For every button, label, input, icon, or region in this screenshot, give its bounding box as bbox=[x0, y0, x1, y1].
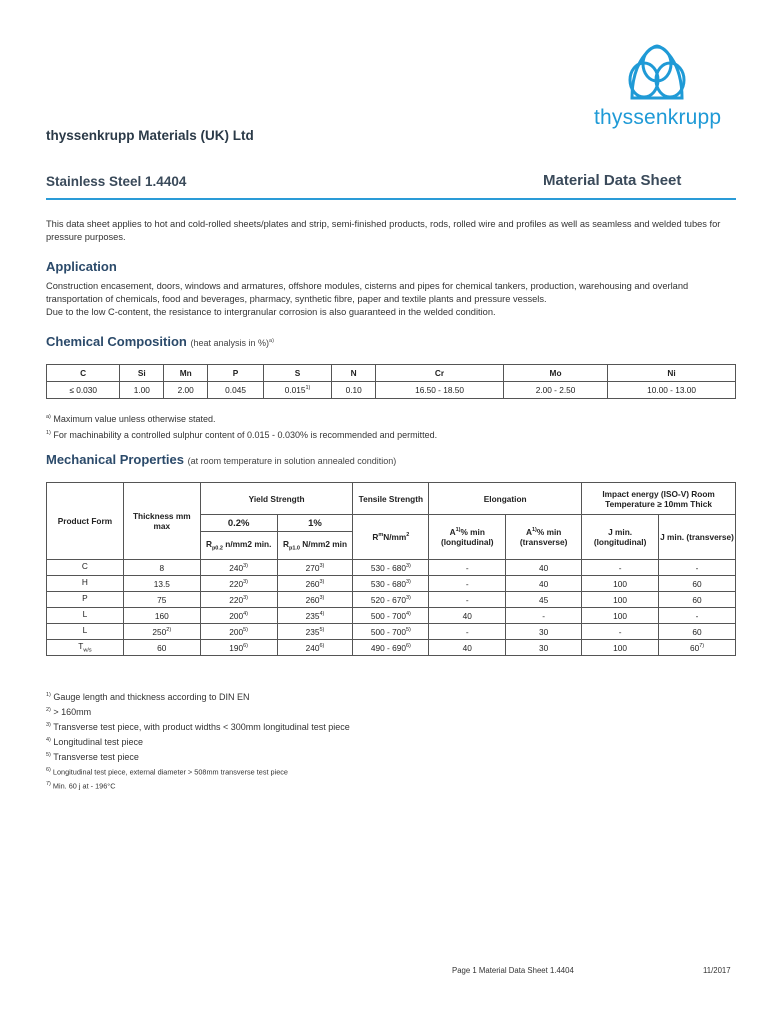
header-yield-strength: Yield Strength bbox=[200, 483, 353, 515]
mechanical-footnote bbox=[46, 734, 350, 749]
cell-rp1-text: 235 bbox=[305, 610, 320, 621]
a-long-sup: 1) bbox=[455, 527, 461, 534]
chemical-composition-table bbox=[46, 364, 736, 399]
chemical-note-text: (heat analysis in %) bbox=[190, 338, 270, 348]
chem-value-ni: 10.00 - 13.00 bbox=[608, 382, 736, 399]
footnote-text: Longitudinal test piece bbox=[53, 737, 143, 747]
rp02-r: R bbox=[205, 539, 212, 550]
cell-thickness bbox=[123, 624, 200, 640]
cell-rp02-sup: 4) bbox=[243, 610, 249, 617]
cell-j-trans-sup: 7) bbox=[699, 642, 705, 649]
cell-j-trans-text: - bbox=[695, 610, 699, 621]
cell-j-trans bbox=[659, 576, 736, 592]
footnote-text: Gauge length and thickness according to DIN EN bbox=[53, 692, 250, 702]
chem-header-si: Si bbox=[120, 365, 164, 382]
title-bar bbox=[46, 172, 736, 200]
cell-rm-sup: 4) bbox=[405, 610, 411, 617]
cell-thickness-text: 160 bbox=[154, 610, 169, 621]
chem-header-row bbox=[47, 365, 736, 382]
cell-rm-text: 530 - 680 bbox=[370, 578, 406, 589]
chem-header-s: S bbox=[263, 365, 331, 382]
footnote-sup: 2) bbox=[46, 707, 51, 713]
cell-a-long-text: 40 bbox=[462, 642, 472, 653]
mech-header-row-1 bbox=[47, 483, 736, 515]
footnote-sup: 4) bbox=[46, 737, 51, 743]
cell-rp1 bbox=[277, 592, 353, 608]
cell-thickness bbox=[123, 592, 200, 608]
cell-a-trans bbox=[506, 608, 582, 624]
chem-value-p: 0.045 bbox=[208, 382, 264, 399]
rm-sup-2: 2 bbox=[406, 532, 410, 539]
mechanical-footnote bbox=[46, 749, 350, 764]
cell-a-long-text: 40 bbox=[462, 610, 472, 621]
footnote-sup: 6) bbox=[46, 767, 51, 773]
cell-j-long bbox=[582, 608, 659, 624]
cell-product-form-text: T bbox=[78, 641, 84, 652]
header-rp02 bbox=[200, 532, 277, 560]
mechanical-properties-heading bbox=[46, 452, 396, 467]
cell-rp02 bbox=[200, 624, 277, 640]
rp1-text: N/mm2 min bbox=[302, 539, 348, 550]
cell-rp1 bbox=[277, 640, 353, 656]
a-trans-sup: 1) bbox=[532, 527, 537, 534]
mechanical-footnote bbox=[46, 778, 350, 792]
application-heading: Application bbox=[46, 259, 117, 274]
cell-rp02-text: 200 bbox=[229, 610, 244, 621]
cell-thickness bbox=[123, 560, 200, 576]
footnote-text: Longitudinal test piece, external diameter > 508mm transverse test piece bbox=[52, 767, 288, 777]
cell-rp1-sup: 3) bbox=[319, 578, 325, 585]
cell-a-long bbox=[429, 576, 506, 592]
header-product-form: Product Form bbox=[47, 483, 124, 560]
cell-rm bbox=[353, 640, 429, 656]
footnote-text: Transverse test piece bbox=[53, 752, 139, 762]
cell-j-long-text: 100 bbox=[613, 610, 627, 621]
cell-a-trans bbox=[506, 624, 582, 640]
a-long-text: % min (longitudinal) bbox=[440, 527, 494, 547]
mechanical-title-text: Mechanical Properties bbox=[46, 452, 184, 467]
cell-rp1 bbox=[277, 576, 353, 592]
cell-a-trans bbox=[506, 576, 582, 592]
cell-rp02-sup: 3) bbox=[243, 594, 249, 601]
cell-rp02-sup: 5) bbox=[243, 626, 249, 633]
cell-a-trans-text: 40 bbox=[539, 578, 549, 589]
chemical-note-sup: a) bbox=[269, 338, 274, 344]
header-impact-energy: Impact energy (ISO-V) Room Temperature ≥ 10mm Thick bbox=[582, 483, 736, 515]
cell-product-form-text: L bbox=[82, 609, 88, 620]
cell-rm-text: 520 - 670 bbox=[370, 594, 406, 605]
cell-a-long bbox=[429, 624, 506, 640]
cell-rp02 bbox=[200, 640, 277, 656]
cell-product-form-text: P bbox=[82, 593, 88, 604]
cell-j-trans bbox=[659, 608, 736, 624]
cell-product-form bbox=[47, 608, 124, 624]
header-j-longitudinal: J min. (longitudinal) bbox=[582, 515, 659, 560]
rp02-sub: p0.2 bbox=[211, 545, 223, 552]
cell-rp1-text: 260 bbox=[305, 578, 320, 589]
cell-rp02-text: 200 bbox=[229, 626, 244, 637]
cell-thickness bbox=[123, 640, 200, 656]
footnote-sup: 5) bbox=[46, 752, 51, 758]
thyssenkrupp-arches-icon bbox=[622, 40, 692, 102]
cell-j-long-text: 100 bbox=[613, 578, 627, 589]
mechanical-note: (at room temperature in solution annealed condition) bbox=[187, 456, 397, 466]
cell-thickness bbox=[123, 608, 200, 624]
cell-j-trans bbox=[659, 560, 736, 576]
cell-rp02-sup: 3) bbox=[243, 562, 249, 569]
cell-a-long bbox=[429, 608, 506, 624]
cell-rp1-text: 270 bbox=[305, 562, 320, 573]
cell-product-form bbox=[47, 624, 124, 640]
footnote-sup: 1) bbox=[46, 692, 51, 698]
chem-header-ni: Ni bbox=[608, 365, 736, 382]
cell-rp02 bbox=[200, 576, 277, 592]
footnote-1-text: For machinability a controlled sulphur content of 0.015 - 0.030% is recommended and permitted. bbox=[53, 430, 438, 440]
cell-rp1-text: 235 bbox=[305, 626, 320, 637]
cell-rp02 bbox=[200, 560, 277, 576]
cell-product-form-sub: w/s bbox=[83, 647, 92, 654]
cell-j-trans-text: - bbox=[695, 562, 699, 573]
a-trans-text: % min (transverse) bbox=[519, 527, 568, 547]
a-trans-a: A bbox=[526, 527, 532, 537]
footnote-a-text: Maximum value unless otherwise stated. bbox=[53, 414, 216, 424]
table-row bbox=[47, 592, 736, 608]
chemical-footnotes bbox=[46, 410, 437, 442]
cell-j-trans-text: 60 bbox=[692, 578, 702, 589]
header-0-2-percent: 0.2% bbox=[200, 515, 277, 532]
footnote-sup: 3) bbox=[46, 722, 51, 728]
chem-header-c: C bbox=[47, 365, 120, 382]
footer-date: 11/2017 bbox=[703, 966, 731, 975]
cell-rp02-text: 220 bbox=[229, 578, 244, 589]
mechanical-footnote bbox=[46, 704, 350, 719]
chem-value-mn: 2.00 bbox=[164, 382, 208, 399]
cell-rm-sup: 3) bbox=[405, 562, 411, 569]
cell-rm-sup: 3) bbox=[405, 594, 411, 601]
cell-rp1 bbox=[277, 608, 353, 624]
chem-header-p: P bbox=[208, 365, 264, 382]
chem-value-si: 1.00 bbox=[120, 382, 164, 399]
chemical-title-text: Chemical Composition bbox=[46, 334, 187, 349]
cell-j-trans-text: 60 bbox=[692, 594, 702, 605]
cell-j-long-text: 100 bbox=[613, 642, 627, 653]
cell-a-trans-text: 45 bbox=[539, 594, 549, 605]
cell-j-long bbox=[582, 624, 659, 640]
rp02-text: n/mm2 min. bbox=[225, 539, 272, 550]
chem-value-s bbox=[263, 382, 331, 399]
cell-a-trans-text: 40 bbox=[539, 562, 549, 573]
cell-thickness-text: 60 bbox=[157, 642, 167, 653]
cell-rp02-text: 190 bbox=[229, 642, 244, 653]
cell-a-long bbox=[429, 560, 506, 576]
cell-j-long bbox=[582, 592, 659, 608]
application-text bbox=[46, 280, 736, 319]
chem-header-mo: Mo bbox=[503, 365, 607, 382]
cell-rm-sup: 5) bbox=[405, 626, 411, 633]
cell-j-trans-text: 60 bbox=[689, 642, 700, 653]
cell-product-form bbox=[47, 640, 124, 656]
header-elongation: Elongation bbox=[429, 483, 582, 515]
application-line-1: Construction encasement, doors, windows and armatures, offshore modules, cisterns and pipes for chemical tankers, production, warehousing and overland transportation of chemicals, food and beverages, pharmacy, synthetic fibre, paper and textile plants and pressure vessels. bbox=[46, 281, 689, 304]
table-row bbox=[47, 640, 736, 656]
cell-rm-text: 500 - 700 bbox=[370, 610, 406, 621]
cell-a-long-text: - bbox=[465, 626, 469, 637]
cell-j-long bbox=[582, 576, 659, 592]
header-a-transverse bbox=[506, 515, 582, 560]
cell-thickness-text: 75 bbox=[157, 594, 167, 605]
cell-j-trans bbox=[659, 592, 736, 608]
chem-value-s-text: 0.015 bbox=[284, 385, 306, 395]
chem-value-c: ≤ 0.030 bbox=[47, 382, 120, 399]
cell-rp1-sup: 5) bbox=[319, 626, 325, 633]
footnote-text: Transverse test piece, with product widths < 300mm longitudinal test piece bbox=[53, 722, 350, 732]
cell-a-trans-text: 30 bbox=[539, 642, 549, 653]
chemical-footnote-1 bbox=[46, 426, 437, 442]
cell-rp02 bbox=[200, 608, 277, 624]
table-row bbox=[47, 576, 736, 592]
chem-value-cr: 16.50 - 18.50 bbox=[376, 382, 504, 399]
cell-rp1-sup: 4) bbox=[319, 610, 325, 617]
cell-rp1-sup: 3) bbox=[319, 562, 325, 569]
mechanical-footnote bbox=[46, 719, 350, 734]
cell-product-form-text: C bbox=[81, 561, 88, 572]
cell-a-long bbox=[429, 592, 506, 608]
cell-rp1-sup: 6) bbox=[319, 642, 325, 649]
header-rm bbox=[353, 515, 429, 560]
cell-rm bbox=[353, 560, 429, 576]
cell-rm bbox=[353, 608, 429, 624]
footer-page-label: Page 1 Material Data Sheet 1.4404 bbox=[452, 966, 574, 975]
header-a-longitudinal bbox=[429, 515, 506, 560]
cell-rm-text: 500 - 700 bbox=[370, 626, 406, 637]
cell-a-long-text: - bbox=[465, 578, 469, 589]
chem-value-row bbox=[47, 382, 736, 399]
header-tensile-strength: Tensile Strength bbox=[353, 483, 429, 515]
application-line-2: Due to the low C-content, the resistance to intergranular corrosion is also guaranteed in the welded condition. bbox=[46, 307, 496, 317]
cell-j-long bbox=[582, 560, 659, 576]
footnote-text: Min. 60 j at - 196°C bbox=[52, 781, 116, 791]
chem-header-cr: Cr bbox=[376, 365, 504, 382]
cell-rm bbox=[353, 624, 429, 640]
cell-product-form-text: L bbox=[82, 625, 88, 636]
chem-value-s-sup: 1) bbox=[305, 385, 311, 392]
footnote-sup: 7) bbox=[46, 781, 51, 788]
rp1-sub: p1.0 bbox=[288, 545, 300, 552]
cell-a-long bbox=[429, 640, 506, 656]
chemical-footnote-a bbox=[46, 410, 437, 426]
cell-rp02-sup: 3) bbox=[243, 578, 249, 585]
a-long-a: A bbox=[449, 527, 456, 537]
cell-rp02 bbox=[200, 592, 277, 608]
mechanical-footnotes bbox=[46, 689, 350, 793]
cell-product-form-text: H bbox=[81, 577, 88, 588]
chem-value-n: 0.10 bbox=[332, 382, 376, 399]
cell-rm bbox=[353, 592, 429, 608]
header-1-percent: 1% bbox=[277, 515, 353, 532]
cell-j-long-text: - bbox=[618, 562, 622, 573]
table-row bbox=[47, 608, 736, 624]
cell-rp1-text: 260 bbox=[305, 594, 320, 605]
cell-j-long-text: 100 bbox=[613, 594, 627, 605]
steel-grade-title: Stainless Steel 1.4404 bbox=[46, 174, 187, 189]
cell-thickness bbox=[123, 576, 200, 592]
cell-a-trans bbox=[506, 592, 582, 608]
cell-j-long bbox=[582, 640, 659, 656]
chem-header-n: N bbox=[332, 365, 376, 382]
cell-rm-text: 490 - 690 bbox=[370, 642, 406, 653]
cell-j-trans bbox=[659, 624, 736, 640]
brand-logo bbox=[594, 40, 724, 130]
document-type-title: Material Data Sheet bbox=[543, 172, 682, 189]
cell-rp1-sup: 3) bbox=[319, 594, 325, 601]
cell-rp1 bbox=[277, 560, 353, 576]
cell-product-form bbox=[47, 576, 124, 592]
intro-paragraph: This data sheet applies to hot and cold-rolled sheets/plates and strip, semi-finished products, rods, rolled wire and profiles as well as seamless and welded tubes for pressure purposes. bbox=[46, 219, 721, 242]
cell-rp02-text: 240 bbox=[229, 562, 244, 573]
chem-value-mo: 2.00 - 2.50 bbox=[503, 382, 607, 399]
mechanical-footnote bbox=[46, 764, 350, 778]
chem-header-mn: Mn bbox=[164, 365, 208, 382]
company-name: thyssenkrupp Materials (UK) Ltd bbox=[46, 128, 254, 143]
cell-thickness-text: 250 bbox=[152, 626, 167, 637]
cell-a-trans-text: - bbox=[542, 610, 546, 621]
mechanical-properties-table bbox=[46, 482, 736, 656]
mech-body bbox=[47, 560, 736, 656]
cell-rp1 bbox=[277, 624, 353, 640]
rm-text: N/mm bbox=[383, 532, 407, 542]
header-j-transverse: J min. (transverse) bbox=[659, 515, 736, 560]
cell-rp02-sup: 6) bbox=[243, 642, 249, 649]
footnote-text: > 160mm bbox=[53, 707, 92, 717]
footnote-1-sup: 1) bbox=[46, 430, 51, 436]
cell-rp1-text: 240 bbox=[305, 642, 320, 653]
rp1-r: R bbox=[282, 539, 289, 550]
cell-thickness-text: 8 bbox=[159, 562, 165, 573]
brand-wordmark: thyssenkrupp bbox=[594, 106, 722, 129]
cell-rp02-text: 220 bbox=[229, 594, 244, 605]
cell-a-long-text: - bbox=[465, 594, 469, 605]
cell-j-long-text: - bbox=[618, 626, 622, 637]
table-row bbox=[47, 624, 736, 640]
header-rp1 bbox=[277, 532, 353, 560]
cell-rm-text: 530 - 680 bbox=[370, 562, 406, 573]
cell-product-form bbox=[47, 560, 124, 576]
table-row bbox=[47, 560, 736, 576]
cell-j-trans-text: 60 bbox=[692, 626, 702, 637]
rm-r: R bbox=[372, 532, 379, 542]
cell-thickness-sup: 2) bbox=[166, 626, 172, 633]
footnote-a-sup: a) bbox=[46, 414, 51, 420]
cell-a-long-text: - bbox=[465, 562, 469, 573]
cell-rm-sup: 3) bbox=[405, 578, 411, 585]
cell-product-form bbox=[47, 592, 124, 608]
cell-rm bbox=[353, 576, 429, 592]
cell-thickness-text: 13.5 bbox=[153, 578, 170, 589]
cell-a-trans bbox=[506, 560, 582, 576]
chemical-composition-heading bbox=[46, 334, 274, 349]
mechanical-footnote bbox=[46, 689, 350, 704]
header-thickness: Thickness mm max bbox=[123, 483, 200, 560]
cell-a-trans-text: 30 bbox=[539, 626, 549, 637]
cell-j-trans bbox=[659, 640, 736, 656]
cell-a-trans bbox=[506, 640, 582, 656]
cell-rm-sup: 6) bbox=[405, 642, 411, 649]
chemical-note bbox=[190, 338, 273, 348]
rm-sup: m bbox=[378, 532, 384, 539]
